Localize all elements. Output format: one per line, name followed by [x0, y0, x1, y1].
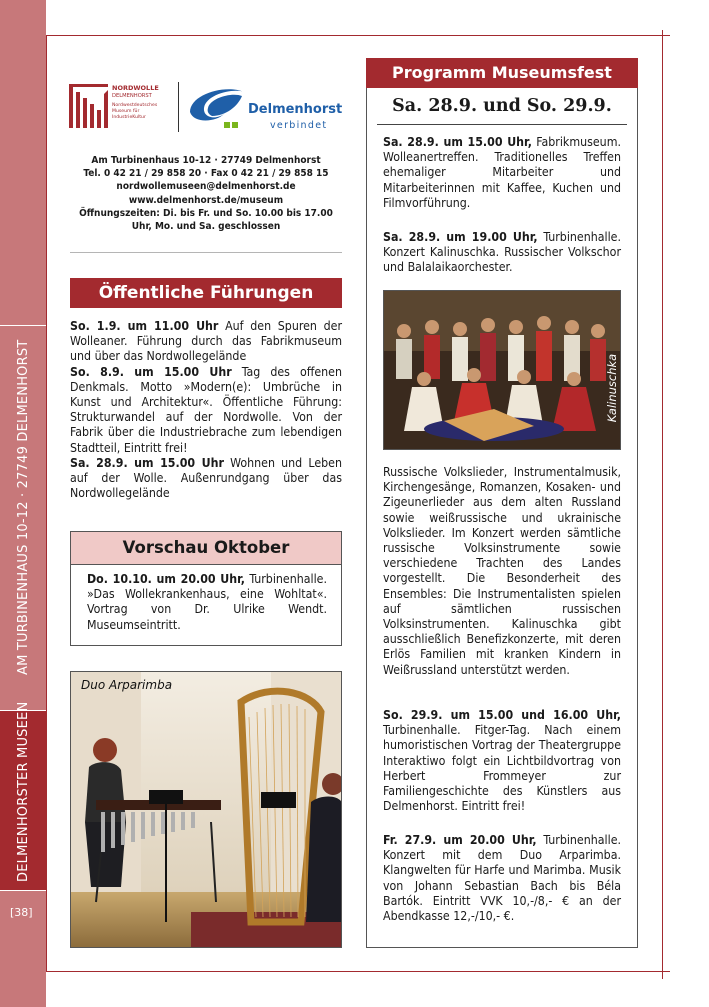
opening-hours: Öffnungszeiten: Di. bis Fr. und So. 10.00 bis 17.00 — [79, 207, 333, 219]
svg-text:Delmenhorst: Delmenhorst — [248, 102, 343, 117]
preview-box — [70, 531, 342, 646]
photo-caption: Duo Arparimba — [81, 678, 173, 692]
svg-text:IndustrieKultur: IndustrieKultur — [112, 115, 146, 120]
svg-text:DELMENHORST: DELMENHORST — [112, 93, 152, 99]
tour-item: So. 1.9. um 11.00 Uhr Auf den Spuren der Wolleaner. Führung durch das Fabrikmuseum und über das Nordwollegelände — [70, 319, 342, 364]
preview-heading: Vorschau Oktober — [71, 532, 341, 565]
opening-hours-cont: Uhr, Mo. und Sa. geschlossen — [131, 221, 281, 233]
preview-text: Do. 10.10. um 20.00 Uhr, Turbinenhalle. »Das Wollekrankenhaus, eine Wohltat«. Vortrag von Dr. Ulrike Wendt. Museumseintritt. — [87, 572, 327, 632]
festival-dates: Sa. 28.9. und So. 29.9. — [392, 96, 612, 116]
festival-entry: Russische Volkslieder, Instrumentalmusik, Kirchengesänge, Romanzen, Kosaken- und Zigeunerlieder aus dem alten Russland sowie weißrussische und ukrainische Volkslieder. Im Konzert werden sämtliche russische Volksinstrumente sowie verschiedene Trachten des Landes vorgestellt. Die Besonderheit des Ensembles: Die Instrumentalisten spielen auf sämtlichen russischen Volksinstrumenten. Kalinuschka gibt ausschließlich Benefizkonzerte, mit deren Erlös Familien mit kranken Kindern in Weißrussland unterstützt werden. — [383, 465, 621, 677]
address-email[interactable]: nordwollemuseen@delmenhorst.de — [116, 181, 296, 193]
page-number: [38] — [10, 906, 33, 919]
svg-text:Museum für: Museum für — [112, 109, 140, 114]
festival-entry: So. 29.9. um 15.00 und 16.00 Uhr, Turbinenhalle. Fitger-Tag. Nach einem humoristischen Vortrag der Theatergruppe Interaktiwo folgt ein Lichtbildvortrag von Herbert Frommeyer zur Familiengeschichte des Künstlers aus Delmenhorst. Eintritt frei! — [383, 708, 621, 814]
tour-item: Sa. 28.9. um 15.00 Uhr Wohnen und Leben auf der Wolle. Außenrundgang über das Nordwollegelände — [70, 455, 342, 501]
svg-text:NORDWOLLE: NORDWOLLE — [112, 84, 159, 92]
sidebar — [0, 0, 46, 1007]
tours-list — [70, 319, 342, 501]
festival-entry: Sa. 28.9. um 15.00 Uhr, Fabrikmuseum. Wolleanertreffen. Traditionelles Treffen ehemaliger Mitarbeiter und Mitarbeiterinnen mit Kaffee, Kuchen und Filmvorführung. — [383, 135, 621, 210]
tour-item: So. 8.9. um 15.00 Uhr Tag des offenen Denkmals. Motto »Modern(e): Umbrüche in Kunst und Architektur«. Öffentliche Führung: Strukturwandel auf der Nordwolle. Von der Fabrik über die Industriebrache zum lebendigen Stadtteil, Eintritt frei! — [70, 364, 342, 455]
festival-entry: Fr. 27.9. um 20.00 Uhr, Turbinenhalle. Konzert mit dem Duo Arparimba. Klangwelten für Harfe und Marimba. Musik von Johann Sebastian Bach bis Béla Bartók. Eintritt VVK 10,-/8,- € an der Abendkasse 12,-/10,- €. — [383, 833, 622, 924]
duo-arparimba-photo — [70, 671, 342, 948]
sidebar-address: AM TURBINENHAUS 10-12 · 27749 DELMENHORST — [16, 339, 31, 675]
svg-text:Nordwestdeutsches: Nordwestdeutsches — [112, 103, 158, 108]
svg-text:verbindet: verbindet — [270, 120, 328, 131]
address-street: Am Turbinenhaus 10-12 · 27749 Delmenhorst — [91, 155, 321, 166]
festival-heading: Programm Museumsfest — [366, 58, 638, 88]
photo-caption: Kalinuschka — [604, 353, 619, 423]
address-website[interactable]: www.delmenhorst.de/museum — [128, 194, 284, 206]
sidebar-museum-name: DELMENHORSTER MUSEEN — [16, 701, 31, 882]
tours-heading: Öffentliche Führungen — [70, 278, 342, 308]
nordwolle-logo — [68, 82, 176, 132]
address-block — [70, 154, 342, 233]
delmenhorst-logo — [186, 82, 346, 132]
kalinuschka-photo — [383, 290, 621, 450]
address-phone: Tel. 0 42 21 / 29 858 20 · Fax 0 42 21 / 29 858 15 — [83, 168, 329, 180]
festival-entry: Sa. 28.9. um 19.00 Uhr, Turbinenhalle. Konzert Kalinuschka. Russischer Volkschor und Balalaikaorchester. — [383, 230, 621, 275]
